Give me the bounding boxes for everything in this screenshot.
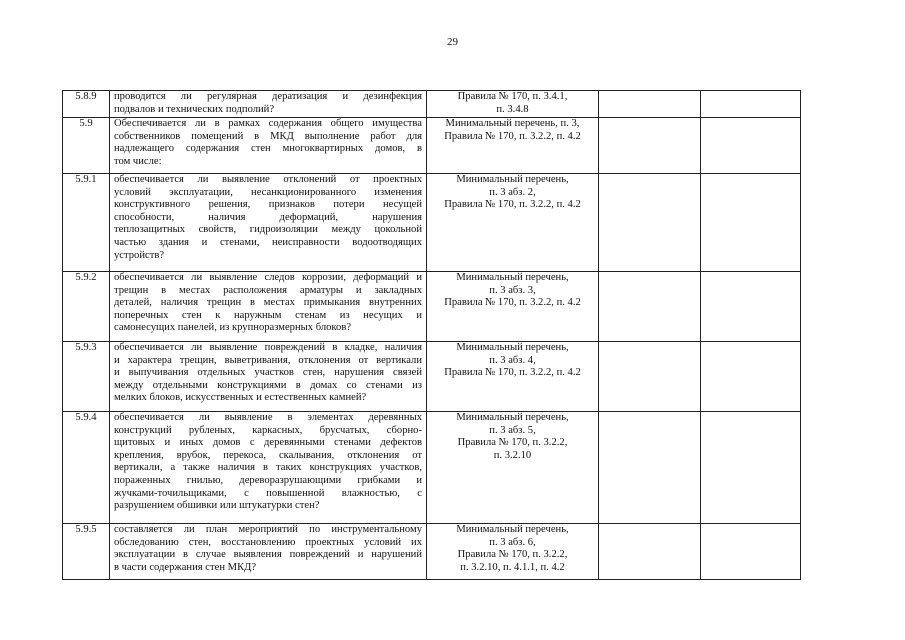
table-row <box>63 118 801 174</box>
question-line: обеспечивается ли выявление повреждений в кладке, наличия <box>114 342 422 353</box>
question-line: конструктивного решения, признаков потери несущей <box>114 199 422 211</box>
question-line: и характера трещин, выветривания, отклонения от вертикали <box>114 354 422 366</box>
question-line: устройств? <box>114 249 165 261</box>
reference-line: Правила № 170, п. 3.2.2, <box>457 549 568 561</box>
answer-cell-1[interactable] <box>599 118 701 174</box>
question-cell <box>110 412 427 524</box>
reference-line: п. 3 абз. 5, <box>489 424 536 436</box>
reference-line: Правила № 170, п. 3.2.2, п. 4.2 <box>444 367 581 379</box>
reference-line: п. 3 абз. 2, <box>489 186 536 198</box>
question-line: обеспечивается ли выявление в элементах деревянных <box>114 412 422 423</box>
reference-line: п. 3 абз. 3, <box>489 284 536 296</box>
question-line: собственников помещений в МКД выполнение работ для <box>114 130 422 142</box>
answer-cell-2[interactable] <box>701 342 801 412</box>
answer-cell-2[interactable] <box>701 91 801 118</box>
reference-line: п. 3.4.8 <box>496 103 529 115</box>
answer-cell-1[interactable] <box>599 272 701 342</box>
reference-line: Минимальный перечень, <box>456 412 569 423</box>
question-line: способности, наличия деформаций, нарушения <box>114 211 422 223</box>
checklist-body <box>63 91 801 580</box>
reference-line: Минимальный перечень, <box>456 174 569 185</box>
question-line: трещин в местах расположения арматуры и закладных <box>114 284 422 296</box>
question-line: деталей, наличия трещин в местах примыкания внутренних <box>114 297 422 309</box>
table-row <box>63 524 801 580</box>
reference-cell <box>427 174 599 272</box>
question-line: частью здания и стенами, неисправности водоотводящих <box>114 236 422 248</box>
answer-cell-2[interactable] <box>701 524 801 580</box>
table-row <box>63 412 801 524</box>
item-number: 5.8.9 <box>63 91 110 118</box>
reference-line: Правила № 170, п. 3.4.1, <box>457 91 568 102</box>
question-line: том числе: <box>114 155 162 167</box>
question-line: крепления, врубок, перекоса, скалывания, отклонения от <box>114 449 422 461</box>
question-line: обеспечивается ли выявление отклонений от проектных <box>114 174 422 185</box>
question-line: проводится ли регулярная дератизация и дезинфекция <box>114 91 422 102</box>
reference-cell <box>427 118 599 174</box>
question-line: пораженных гнилью, дереворазрушающими грибками и <box>114 474 422 486</box>
answer-cell-2[interactable] <box>701 118 801 174</box>
reference-cell <box>427 272 599 342</box>
question-line: щитовых и иных домов с деревянными стенами дефектов <box>114 437 422 449</box>
reference-line: Минимальный перечень, <box>456 272 569 283</box>
question-line: вертикали, а также наличия в таких конструкциях участков, <box>114 462 422 474</box>
question-line: разрушением обшивки или штукатурки стен? <box>114 500 320 512</box>
reference-line: Правила № 170, п. 3.2.2, п. 4.2 <box>444 199 581 211</box>
question-line: мелких блоков, искусственных и естественных камней? <box>114 392 367 404</box>
question-cell <box>110 174 427 272</box>
reference-line: п. 3 абз. 6, <box>489 536 536 548</box>
question-line: в части содержания стен МКД? <box>114 561 257 573</box>
question-cell <box>110 272 427 342</box>
item-number: 5.9.4 <box>63 412 110 524</box>
question-line: самонесущих панелей, из крупноразмерных блоков? <box>114 322 352 334</box>
question-line: обеспечивается ли выявление следов коррозии, деформаций и <box>114 272 422 283</box>
question-line: и выпучивания отдельных участков стен, нарушения связей <box>114 367 422 379</box>
question-line: подвалов и технических подполий? <box>114 103 275 115</box>
question-line: условий эксплуатации, несанкционированного изменения <box>114 186 422 198</box>
checklist-table <box>62 90 801 580</box>
answer-cell-2[interactable] <box>701 412 801 524</box>
table-row <box>63 174 801 272</box>
item-number: 5.9.1 <box>63 174 110 272</box>
question-line: жучками-точильщиками, с повышенной влажностью, с <box>114 487 422 499</box>
reference-cell <box>427 91 599 118</box>
question-line: между отдельными конструкциями в домах со стенами из <box>114 379 422 391</box>
answer-cell-2[interactable] <box>701 174 801 272</box>
reference-line: Минимальный перечень, <box>456 342 569 353</box>
answer-cell-1[interactable] <box>599 412 701 524</box>
reference-line: п. 3.2.10, п. 4.1.1, п. 4.2 <box>460 561 565 573</box>
answer-cell-1[interactable] <box>599 524 701 580</box>
reference-line: п. 3 абз. 4, <box>489 354 536 366</box>
question-cell <box>110 91 427 118</box>
answer-cell-1[interactable] <box>599 174 701 272</box>
question-line: составляется ли план мероприятий по инструментальному <box>114 524 422 535</box>
page-number: 29 <box>447 36 458 48</box>
question-line: надлежащего содержания стен многоквартирных домов, в <box>114 143 422 155</box>
table-row <box>63 272 801 342</box>
reference-cell <box>427 342 599 412</box>
question-line: Обеспечивается ли в рамках содержания общего имущества <box>114 118 422 129</box>
question-line: конструкций рубленых, каркасных, брусчатых, сборно- <box>114 424 422 436</box>
item-number: 5.9 <box>63 118 110 174</box>
question-line: эксплуатации в случае выявления повреждений и нарушений <box>114 549 422 561</box>
reference-line: п. 3.2.10 <box>493 449 532 461</box>
item-number: 5.9.5 <box>63 524 110 580</box>
question-line: поперечных стен к наружным стенам из несущих и <box>114 309 422 321</box>
reference-line: Правила № 170, п. 3.2.2, <box>457 437 568 449</box>
question-line: обследованию стен, восстановлению проектных условий их <box>114 536 422 548</box>
question-line: теплозащитных свойств, гидроизоляции между цокольной <box>114 224 422 236</box>
answer-cell-2[interactable] <box>701 272 801 342</box>
reference-cell <box>427 524 599 580</box>
reference-line: Минимальный перечень, <box>456 524 569 535</box>
reference-line: Минимальный перечень, п. 3, <box>445 118 580 129</box>
table-row <box>63 342 801 412</box>
question-cell <box>110 342 427 412</box>
answer-cell-1[interactable] <box>599 342 701 412</box>
question-cell <box>110 524 427 580</box>
question-cell <box>110 118 427 174</box>
reference-line: Правила № 170, п. 3.2.2, п. 4.2 <box>444 297 581 309</box>
reference-line: Правила № 170, п. 3.2.2, п. 4.2 <box>444 130 581 142</box>
answer-cell-1[interactable] <box>599 91 701 118</box>
reference-cell <box>427 412 599 524</box>
item-number: 5.9.3 <box>63 342 110 412</box>
table-row <box>63 91 801 118</box>
item-number: 5.9.2 <box>63 272 110 342</box>
